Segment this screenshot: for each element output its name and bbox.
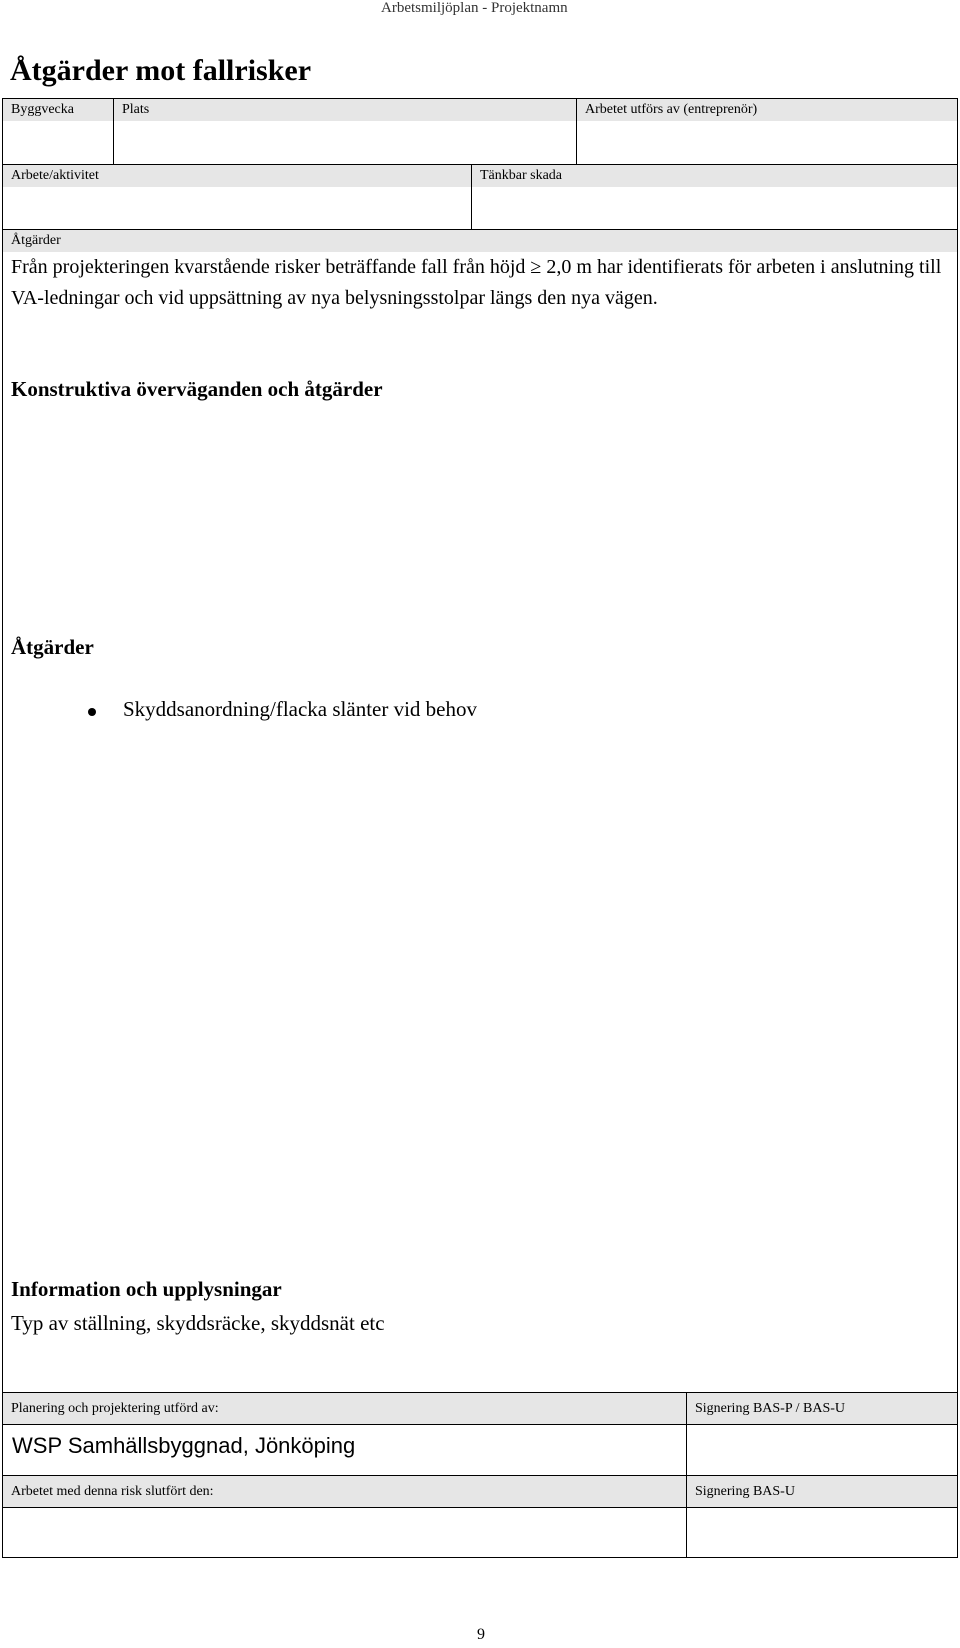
byggvecka-label: Byggvecka	[3, 99, 113, 121]
signering-basp-label: Signering BAS-P / BAS-U	[687, 1393, 957, 1424]
slutfort-label: Arbetet med denna risk slutfört den:	[3, 1476, 686, 1507]
planering-value: WSP Samhällsbyggnad, Jönköping	[12, 1433, 356, 1458]
bullet-icon	[88, 708, 96, 716]
signering-basp-field[interactable]	[687, 1425, 957, 1475]
konstruktiva-heading: Konstruktiva överväganden och åtgärder	[11, 377, 383, 401]
slutfort-field[interactable]	[3, 1508, 686, 1557]
page-title: Åtgärder mot fallrisker	[10, 54, 312, 87]
signering-basu-label: Signering BAS-U	[687, 1476, 957, 1507]
atgarder-description: Från projekteringen kvarstående risker beträffande fall från höjd ≥ 2,0 m har identifierats för arbeten i anslutning till VA-ledningar och vid uppsättning av nya belysningsstolpar längs den nya vägen.	[11, 256, 942, 309]
planering-label: Planering och projektering utförd av:	[3, 1393, 686, 1424]
skada-label: Tänkbar skada	[472, 165, 957, 187]
utfors-av-label: Arbetet utförs av (entreprenör)	[577, 99, 957, 121]
byggvecka-field[interactable]	[3, 121, 113, 164]
aktivitet-field[interactable]	[3, 187, 471, 229]
atgarder-heading: Åtgärder	[11, 635, 94, 659]
signering-basu-field[interactable]	[687, 1508, 957, 1557]
info-heading: Information och upplysningar	[11, 1277, 282, 1301]
aktivitet-label: Arbete/aktivitet	[3, 165, 471, 187]
signature-box	[2, 1392, 958, 1558]
atgarder-bullet-item	[3, 697, 957, 727]
info-text: Typ av ställning, skyddsräcke, skyddsnät etc	[11, 1311, 385, 1335]
atgarder-label: Åtgärder	[3, 230, 957, 252]
plats-label: Plats	[114, 99, 576, 121]
running-header: Arbetsmiljöplan - Projektnamn	[381, 0, 568, 16]
page-number: 9	[477, 1626, 485, 1643]
skada-field[interactable]	[472, 187, 957, 229]
plats-field[interactable]	[114, 121, 576, 164]
risk-form	[2, 98, 958, 1400]
bullet-text: Skyddsanordning/flacka slänter vid behov	[123, 697, 478, 721]
utfors-av-field[interactable]	[577, 121, 957, 164]
